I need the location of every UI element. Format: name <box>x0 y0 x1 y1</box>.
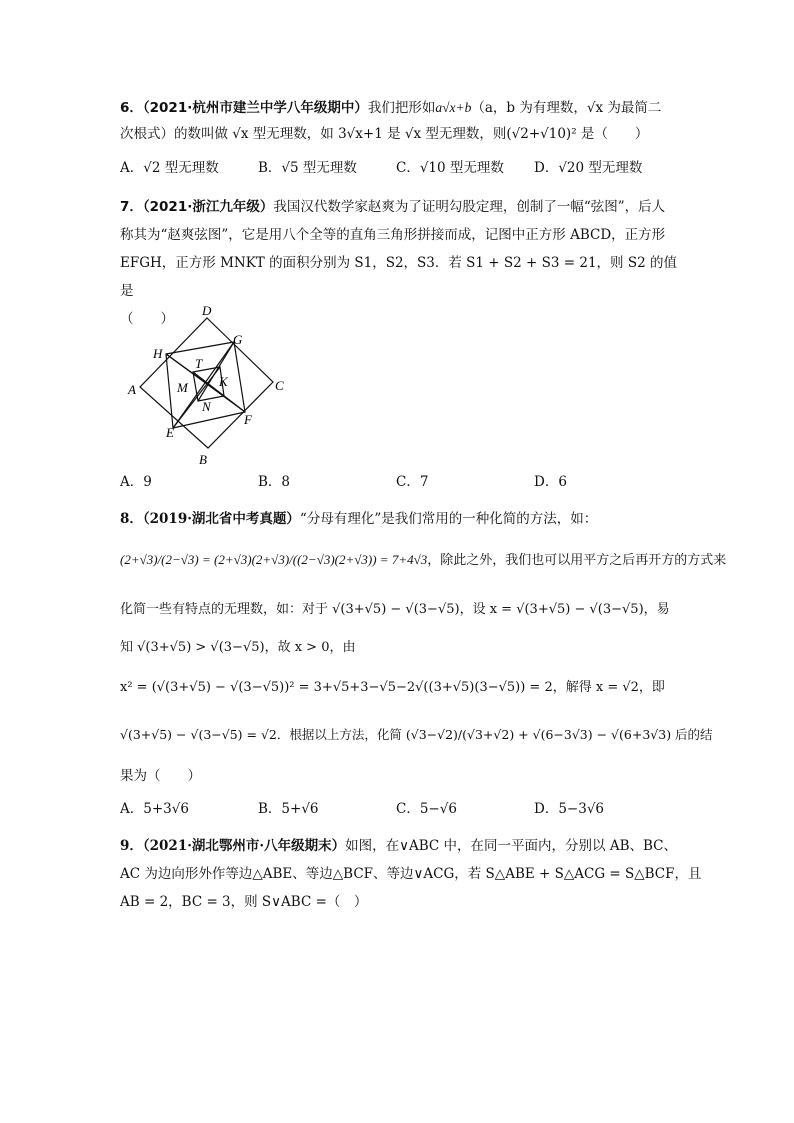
q7-line4: （ ） <box>120 311 174 327</box>
q7-line1: 我国汉代数学家赵爽为了证明勾股定理，创制了一幅“弦图”，后人 <box>273 199 666 215</box>
q9-header: 9．（2021·湖北鄂州市·八年级期末） <box>120 838 346 854</box>
q9-line-2: AC 为边向形外作等边△ABE、等边△BCF、等边∨ACG，若 S△ABE + S△ACG = S△BCF，且 <box>120 866 702 882</box>
q6-options <box>120 157 680 179</box>
q6-form: a√x+b <box>435 100 472 115</box>
q8-line-6: √(3+√5) − √(3−√5) = √2．根据以上方法，化简 (√3−√2)/(√3+√2) + √(6−3√3) − √(6+3√3) 后的结 <box>120 727 713 742</box>
q9-line-3: AB = 2，BC = 3，则 S∨ABC =（ ） <box>120 894 368 910</box>
q7-option-b[interactable]: B．8 <box>258 474 291 490</box>
q7-option-a[interactable]: A．9 <box>120 474 152 490</box>
q8-line-7: 果为（ ） <box>120 768 201 784</box>
label-a: A <box>128 382 136 397</box>
q7-option-d[interactable]: D．6 <box>534 474 567 490</box>
q8-line-3: 化简一些有特点的无理数，如：对于 √(3+√5) − √(3−√5)，设 x = √(3+√5) − √(3−√5)，易 <box>120 602 670 617</box>
q7-header: 7．（2021·浙江九年级） <box>120 199 274 215</box>
zhao-shuang-figure <box>120 300 290 470</box>
q6-text-b: （a，b 为有理数，√x 为最简二 <box>471 100 662 116</box>
q6-option-c[interactable]: C．√10 型无理数 <box>396 160 504 176</box>
q9-line-1 <box>120 834 680 858</box>
q6-option-b[interactable]: B．√5 型无理数 <box>258 160 357 176</box>
label-e: E <box>166 425 174 440</box>
label-n: N <box>202 399 211 414</box>
label-k: K <box>219 374 228 389</box>
q8-intro: “分母有理化”是我们常用的一种化简的方法，如： <box>299 511 598 527</box>
q6-header: 6．（2021·杭州市建兰中学八年级期中） <box>120 100 368 116</box>
q8-option-c[interactable]: C．5−√6 <box>396 801 457 817</box>
q8-line-2 <box>120 540 727 584</box>
q8-option-d[interactable]: D．5−3√6 <box>534 801 605 817</box>
q6-text-a: 我们把形如 <box>367 100 436 116</box>
label-h: H <box>153 346 163 361</box>
q8-line-4: 知 √(3+√5) > √(3−√5)，故 x > 0，由 <box>120 640 356 655</box>
q6-line2: 次根式）的数叫做 √x 型无理数，如 3√x+1 是 √x 型无理数，则(√2+√10)² 是（ ） <box>120 126 649 142</box>
question-6 <box>120 95 680 147</box>
q7-line3: EFGH，正方形 MNKT 的面积分别为 S1，S2，S3．若 S1 + S2 + S3 = 21，则 S2 的值是 <box>120 255 677 299</box>
q8-header: 8．（2019·湖北省中考真题） <box>120 511 300 527</box>
label-b: B <box>199 452 207 467</box>
label-m: M <box>177 380 188 395</box>
q7-options <box>120 471 680 493</box>
q6-option-d[interactable]: D．√20 型无理数 <box>534 160 643 176</box>
q8-line-1 <box>120 508 680 530</box>
q7-option-c[interactable]: C．7 <box>396 474 429 490</box>
label-t: T <box>195 356 203 371</box>
label-c: C <box>275 378 284 393</box>
label-f: F <box>244 412 252 427</box>
q8-options <box>120 798 680 820</box>
q8-eq1: (2+√3)/(2−√3) = (2+√3)(2+√3)/((2−√3)(2+√3)) = 7+4√3 <box>120 552 428 567</box>
q7-line2: 称其为“赵爽弦图”，它是用八个全等的直角三角形拼接而成，记图中正方形 ABCD，正方形 <box>120 227 666 243</box>
q8-option-a[interactable]: A．5+3√6 <box>120 801 189 817</box>
label-d: D <box>202 303 212 318</box>
q8-line2-tail: ，除此之外，我们也可以用平方之后再开方的方式来 <box>427 553 727 568</box>
q8-option-b[interactable]: B．5+√6 <box>258 801 319 817</box>
label-g: G <box>233 332 243 347</box>
q9-line1: 如图，在∨ABC 中，在同一平面内，分别以 AB、BC、 <box>345 838 678 854</box>
q8-line-5: x² = (√(3+√5) − √(3−√5))² = 3+√5+3−√5−2√((3+√5)(3−√5)) = 2，解得 x = √2，即 <box>120 680 665 695</box>
q6-option-a[interactable]: A．√2 型无理数 <box>120 160 219 176</box>
